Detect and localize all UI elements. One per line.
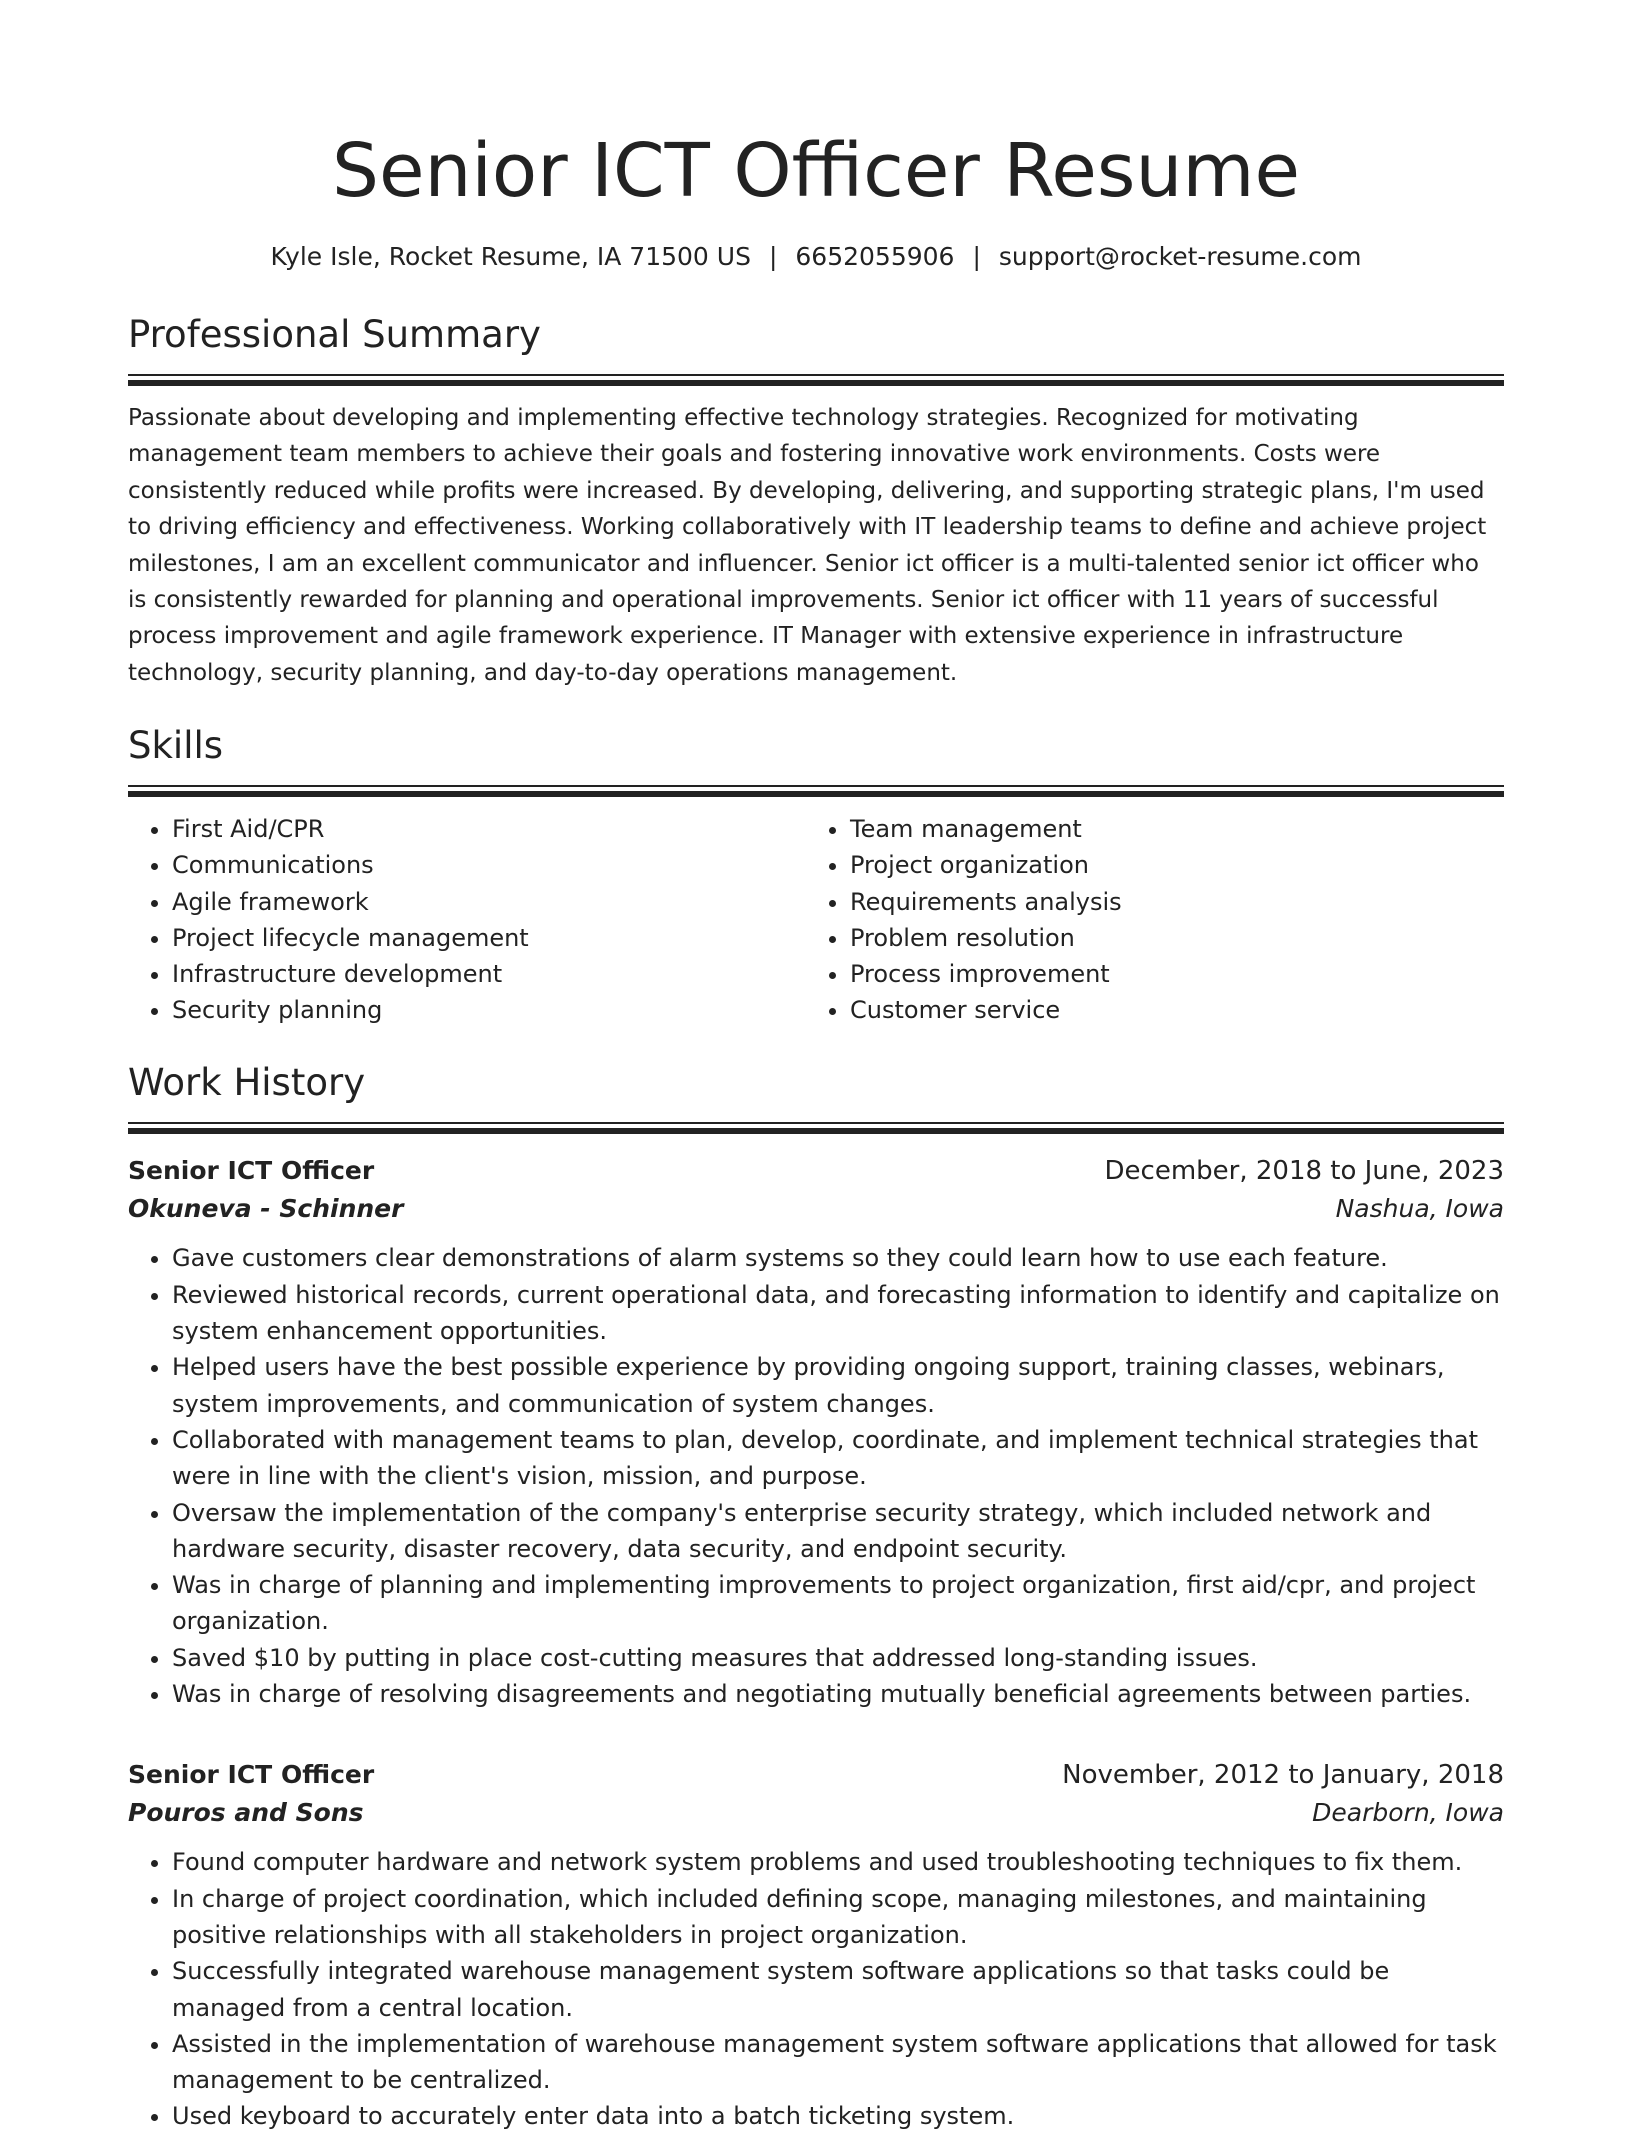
job-title: Senior ICT Officer <box>128 1156 375 1186</box>
job-bullet: • Helped users have the best possible experience by providing ongoing support, training classes, webinars, system improvements, and communication of system changes. <box>172 1349 1504 1422</box>
job-location: Dearborn, Iowa <box>1312 1798 1504 1828</box>
contact-email-link[interactable]: support@rocket-resume.com <box>998 242 1362 271</box>
contact-line <box>128 240 1504 274</box>
skill-item: • Communications <box>172 847 806 883</box>
job-bullet: • Assisted in the implementation of warehouse management system software applications that allowed for task management to be centralized. <box>172 2026 1504 2099</box>
job-company: Pouros and Sons <box>128 1798 364 1828</box>
job-bullet: • Found computer hardware and network system problems and used troubleshooting techniques to fix them. <box>172 1844 1504 1880</box>
contact-phone: 6652055906 <box>795 242 955 271</box>
contact-separator: | <box>972 242 981 271</box>
section-divider <box>128 374 1504 386</box>
job-company-row <box>128 1190 1504 1228</box>
contact-address: Kyle Isle, Rocket Resume, IA 71500 US <box>270 242 751 271</box>
skill-item: • Project organization <box>850 847 1484 883</box>
job-bullet: • Was in charge of resolving disagreements and negotiating mutually beneficial agreements between parties. <box>172 1676 1504 1712</box>
skill-item: • Security planning <box>172 992 806 1028</box>
job-entry <box>128 1756 1504 2134</box>
skills-grid <box>128 811 1504 1028</box>
job-bullet: • Successfully integrated warehouse management system software applications so that tasks could be managed from a central location. <box>172 1953 1504 2026</box>
job-dates: November, 2012 to January, 2018 <box>1062 1760 1504 1791</box>
section-divider <box>128 1122 1504 1134</box>
work-history-section <box>128 1058 1504 2134</box>
job-bullet: • Gave customers clear demonstrations of alarm systems so they could learn how to use each feature. <box>172 1240 1504 1276</box>
skills-list-left <box>128 811 806 1028</box>
skill-item: • First Aid/CPR <box>172 811 806 847</box>
job-entry <box>128 1152 1504 1712</box>
job-bullet: • Reviewed historical records, current operational data, and forecasting information to identify and capitalize on system enhancement opportunities. <box>172 1277 1504 1350</box>
job-header-row <box>128 1756 1504 1794</box>
job-bullet-list <box>128 1844 1504 2134</box>
summary-section <box>128 310 1504 691</box>
contact-separator: | <box>768 242 778 271</box>
job-title: Senior ICT Officer <box>128 1760 375 1790</box>
job-bullet: • Collaborated with management teams to plan, develop, coordinate, and implement technical strategies that were in line with the client's vision, mission, and purpose. <box>172 1422 1504 1495</box>
job-company: Okuneva - Schinner <box>128 1194 404 1224</box>
job-company-row <box>128 1794 1504 1832</box>
resume-page <box>128 0 1504 2135</box>
work-history-heading: Work History <box>128 1061 366 1105</box>
skills-section <box>128 721 1504 1028</box>
skill-item: • Problem resolution <box>850 920 1484 956</box>
job-bullet: • In charge of project coordination, which included defining scope, managing milestones, and maintaining positive relationships with all stakeholders in project organization. <box>172 1881 1504 1954</box>
job-location: Nashua, Iowa <box>1335 1194 1504 1224</box>
summary-text: Passionate about developing and implementing effective technology strategies. Recognized for motivating management team members to achieve their goals and fostering innovative work environments. Costs were consistently reduced while profits were increased. By developing, delivering, and supporting strategic plans, I'm used to driving efficiency and effectiveness. Working collaboratively with IT leadership teams to define and achieve project milestones, I am an excellent communicator and influencer. Senior ict officer is a multi-talented senior ict officer who is consistently rewarded for planning and operational improvements. Senior ict officer with 11 years of successful process improvement and agile framework experience. IT Manager with extensive experience in infrastructure technology, security planning, and day-to-day operations management. <box>128 405 1487 686</box>
skill-item: • Infrastructure development <box>172 956 806 992</box>
job-bullet-list <box>128 1240 1504 1712</box>
job-bullet: • Saved $10 by putting in place cost-cutting measures that addressed long-standing issues. <box>172 1640 1504 1676</box>
section-divider <box>128 785 1504 797</box>
skills-list-right <box>806 811 1484 1028</box>
skill-item: • Team management <box>850 811 1484 847</box>
summary-heading: Professional Summary <box>128 313 541 356</box>
job-header-row <box>128 1152 1504 1190</box>
job-dates: December, 2018 to June, 2023 <box>1104 1156 1504 1187</box>
skill-item: • Project lifecycle management <box>172 920 806 956</box>
job-bullet: • Was in charge of planning and implementing improvements to project organization, first aid/cpr, and project organization. <box>172 1567 1504 1640</box>
skills-heading: Skills <box>128 724 224 768</box>
skill-item: • Requirements analysis <box>850 884 1484 920</box>
page-title: Senior ICT Officer Resume <box>331 128 1301 214</box>
job-bullet: • Used keyboard to accurately enter data into a batch ticketing system. <box>172 2098 1504 2134</box>
skill-item: • Process improvement <box>850 956 1484 992</box>
job-bullet: • Oversaw the implementation of the company's enterprise security strategy, which included network and hardware security, disaster recovery, data security, and endpoint security. <box>172 1495 1504 1568</box>
skill-item: • Customer service <box>850 992 1484 1028</box>
skill-item: • Agile framework <box>172 884 806 920</box>
